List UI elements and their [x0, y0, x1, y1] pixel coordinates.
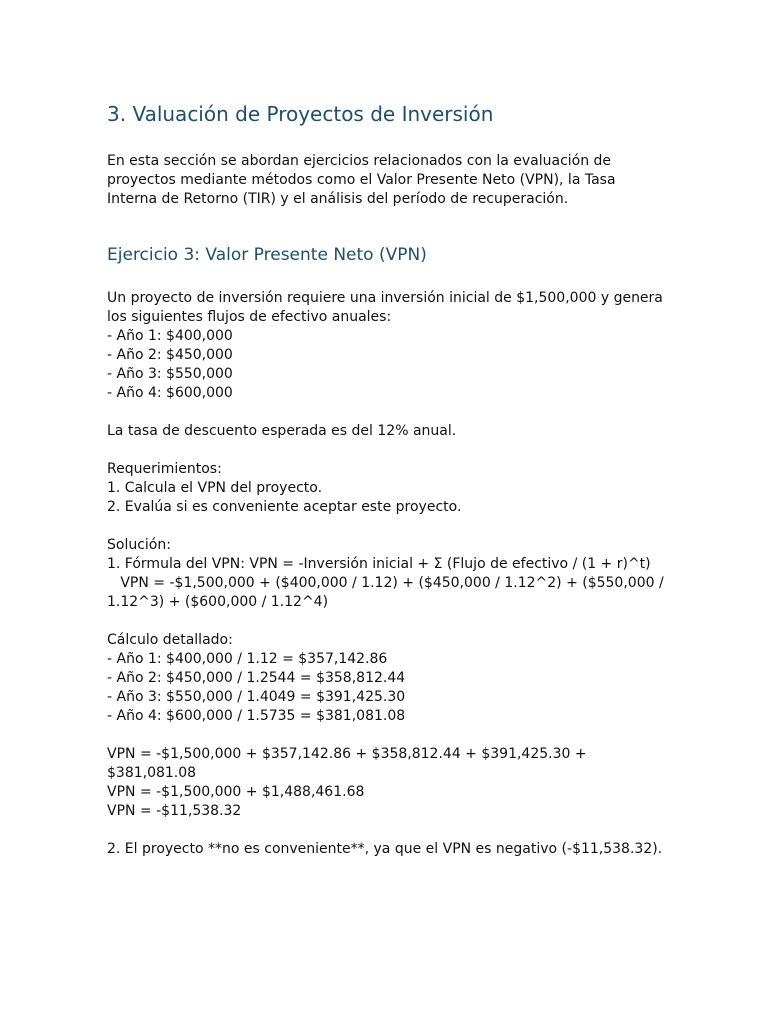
detail-item: - Año 4: $600,000 / 1.5735 = $381,081.08 [107, 707, 406, 724]
detail-item: - Año 3: $550,000 / 1.4049 = $391,425.30 [107, 688, 406, 705]
spacer [107, 726, 667, 745]
spacer [107, 821, 667, 840]
section-intro: En esta sección se abordan ejercicios relacionados con la evaluación de proyectos mediante métodos como el Valor Presente Neto (VPN), la Tasa Interna de Retorno (TIR) y el análisis del período de recuperación. [107, 153, 616, 208]
conclusion: 2. El proyecto **no es conveniente**, ya que el VPN es negativo (-$11,538.32). [107, 840, 663, 857]
exercise-body [107, 289, 667, 859]
detail-item: - Año 2: $450,000 / 1.2544 = $358,812.44 [107, 669, 406, 686]
document-page [107, 100, 667, 859]
vpn-partial: VPN = -$1,500,000 + $1,488,461.68 [107, 783, 365, 800]
cash-flow-item: - Año 1: $400,000 [107, 327, 233, 344]
requirement-item: 1. Calcula el VPN del proyecto. [107, 479, 323, 496]
problem-statement: Un proyecto de inversión requiere una inversión inicial de $1,500,000 y genera los siguientes flujos de efectivo anuales: [107, 289, 668, 325]
spacer [107, 403, 667, 422]
section-title: 3. Valuación de Proyectos de Inversión [107, 102, 494, 126]
vpn-sum: VPN = -$1,500,000 + $357,142.86 + $358,812.44 + $391,425.30 + $381,081.08 [107, 745, 592, 781]
solution-label: Solución: [107, 536, 171, 553]
detail-label: Cálculo detallado: [107, 631, 233, 648]
requirements-label: Requerimientos: [107, 460, 222, 477]
exercise-title: Ejercicio 3: Valor Presente Neto (VPN) [107, 244, 427, 265]
requirement-item: 2. Evalúa si es conveniente aceptar este proyecto. [107, 498, 462, 515]
cash-flow-item: - Año 4: $600,000 [107, 384, 233, 401]
spacer [107, 612, 667, 631]
cash-flow-item: - Año 2: $450,000 [107, 346, 233, 363]
detail-item: - Año 1: $400,000 / 1.12 = $357,142.86 [107, 650, 388, 667]
spacer [107, 441, 667, 460]
formula-applied: VPN = -$1,500,000 + ($400,000 / 1.12) + ($450,000 / 1.12^2) + ($550,000 / 1.12^3) + ($600,000 / 1.12^4) [107, 574, 669, 610]
formula-line: 1. Fórmula del VPN: VPN = -Inversión inicial + Σ (Flujo de efectivo / (1 + r)^t) [107, 555, 651, 572]
spacer [107, 517, 667, 536]
cash-flow-item: - Año 3: $550,000 [107, 365, 233, 382]
vpn-result: VPN = -$11,538.32 [107, 802, 242, 819]
discount-rate: La tasa de descuento esperada es del 12% anual. [107, 422, 457, 439]
